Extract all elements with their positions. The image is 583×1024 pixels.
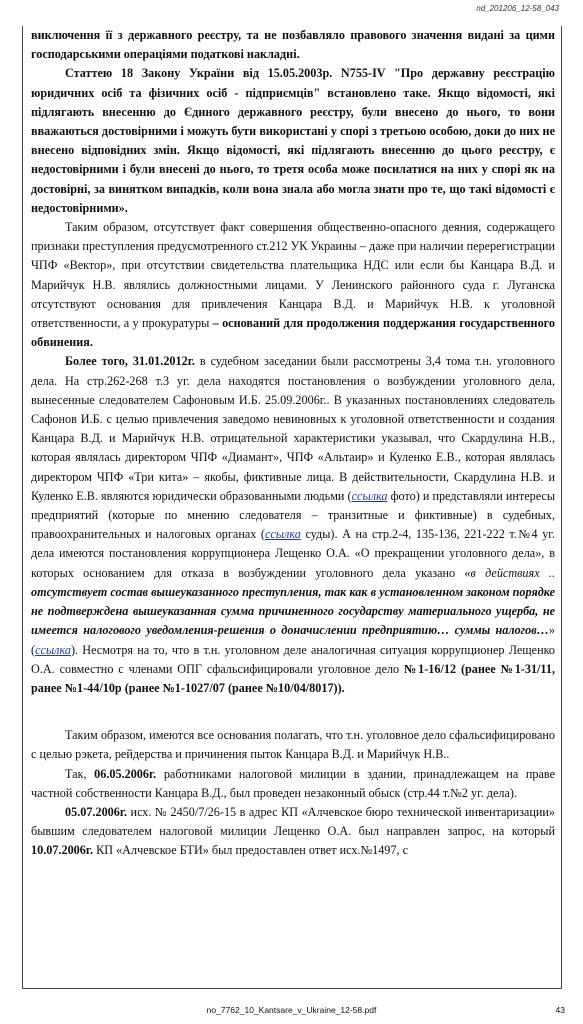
- footer-filename: no_7762_10_Kantsare_v_Ukraine_12-58.pdf: [206, 1005, 377, 1015]
- paragraph-6-lead: Так,: [65, 766, 95, 781]
- paragraph-2-text: Статтею 18 Закону України від 15.05.2003р. N755-IV "Про державну реєстрацію юридичних осіб та фізичних осіб - підприємців" встановлено таке. Якщо відомості, які підлягають внесенню до Єдиного державного реєстру, були внесено до нього, то вони вважаються достовірними і можуть бути використані у спорі з третьою особою, доки до них не внесено відповідних змін. Якщо відомості, які підлягають внесенню до цього реєстру, є недостовірними і були внесені до нього, то третя особа може посилатися на них у спорі як на достовірні, за винятком випадків, коли вона знала або могла знати про те, що такі відомості є недостовірними».: [31, 66, 555, 215]
- paragraph-2: [31, 64, 555, 218]
- page-body: [22, 26, 562, 989]
- paragraph-1: [31, 26, 555, 64]
- paragraph-1-text: виключення її з державного реєстру, та не позбавляло правового значення видані за цими господарськими операціями податкові накладні.: [31, 28, 555, 62]
- paragraph-4-quote-start: в действиях ..: [470, 565, 555, 580]
- paragraph-7-text: исх. № 2450/7/26-15 в адрес КП «Алчевское бюро технической инвентаризации» бывшим следователем налоговой милиции Лещенко О.А. был направлен запрос, на который: [31, 804, 555, 839]
- paragraph-5-text: Таким образом, имеются все основания полагать, что т.н. уголовное дело сфальсифицировано с целью рэкета, рейдерства и причинения пыток Канцара В.Д. и Марийчук Н.В..: [31, 728, 555, 762]
- paragraph-4-text-2: фото) и представляли интересы предприятий (которые по мнению следователя – транзитные и фиктивные) в судебных, правоохранительных и налоговых органах (: [31, 488, 556, 542]
- paragraph-3-bold: – оснований для продолжения поддержания государственного обвинения.: [31, 316, 555, 350]
- paragraph-4: [31, 352, 555, 698]
- paragraph-6-date: 06.05.2006г.: [94, 766, 157, 781]
- decision-link[interactable]: ссылка: [35, 642, 71, 657]
- paragraph-6: [31, 765, 555, 803]
- paragraph-7: [31, 803, 555, 861]
- paragraph-3-text: Таким образом, отсутствует факт совершения общественно-опасного деяния, содержащего признаки преступления предусмотренного ст.212 УК Украины – даже при наличии перерегистрации ЧПФ «Вектор», при отсутствии свидетельства плательщика НДС или если бы Канцара В.Д. и Марийчук Н.В. являлись должностными лицами. У Ленинского районного суда г. Луганска отсутствуют основания для привлечения Канцара В.Д. и Марийчук Н.В. к уголовной ответственности, а у прокуратуры: [31, 220, 555, 331]
- courts-link[interactable]: ссылка: [264, 527, 301, 542]
- paragraph-4-date: Более того, 31.01.2012г.: [65, 354, 195, 369]
- page-number: 43: [555, 1005, 565, 1015]
- paragraph-4-text-5: ). Несмотря на то, что в т.н. уголовном деле аналогичная ситуация коррупционер Лещенко О.А. совместно с членами ОПГ сфальсифицировали уголовное дело: [31, 642, 555, 676]
- paragraph-7-date-2: 10.07.2006г.: [31, 843, 94, 858]
- paragraph-5: [31, 726, 555, 764]
- document-stamp: nd_201206_12-58_043: [476, 4, 559, 13]
- paragraph-7-date: 05.07.2006г.: [65, 804, 128, 819]
- case-numbers: №1-16/12 (ранее №1-31/11, ранее №1-44/10р (ранее №1-1027/07 (ранее №10/04/8017)).: [31, 661, 555, 695]
- paragraph-3: [31, 218, 555, 352]
- paragraph-4-quote: отсутствует состав вышеуказанного преступления, так как в установленном законом порядке не подтверждена вышеуказанная сумма причиненного государству материального ущерба, не имеется налогового уведомления-решения о доначислении предприятию… суммы налогов…: [31, 584, 555, 638]
- paragraph-4-text-3: суды). А на стр.2-4, 135-136, 221-222 т.№4 уг. дела имеются постановления коррупционера Лещенко О.А. «О прекращении уголовного дела», в которых основанием для отказа в возбуждении уголовного дела указано «: [31, 527, 555, 580]
- paragraph-4-text-4: » (: [31, 623, 555, 657]
- photo-link[interactable]: ссылка: [351, 488, 388, 503]
- paragraph-spacer: [31, 698, 555, 726]
- paragraph-6-text: работниками налоговой милиции в здании, принадлежащем на праве частной собственности Канцара В.Д., был проведен незаконный обыск (стр.44 т.№2 уг. дела).: [31, 766, 555, 800]
- paragraph-7-text-2: КП «Алчевское БТИ» был предоставлен ответ исх.№1497, с: [93, 843, 408, 858]
- paragraph-4-text: в судебном заседании были рассмотрены 3,4 тома т.н. уголовного дела. На стр.262-268 т.3 уг. дела находятся постановления о возбуждении уголовного дела, вынесенные следователем Сафоновым И.Б. 25.09.2006г.. В указанных постановлениях следователь Сафонов И.Б. с целью привлечения заведомо невиновных к уголовной ответственности и создания Канцара В.Д. и Марийчук Н.В. отрицательной характеристики указывал, что Скардулина Н.В., которая являлась директором ЧПФ «Диамант», ЧПФ «Альтаир» и Куленко Е.В., которая являлась директором ЧПФ «Три кита» – якобы, фиктивные лица. В действительности, Скардулина Н.В. и Куленко Е.В. являются юридически образованными людьми (: [31, 354, 555, 503]
